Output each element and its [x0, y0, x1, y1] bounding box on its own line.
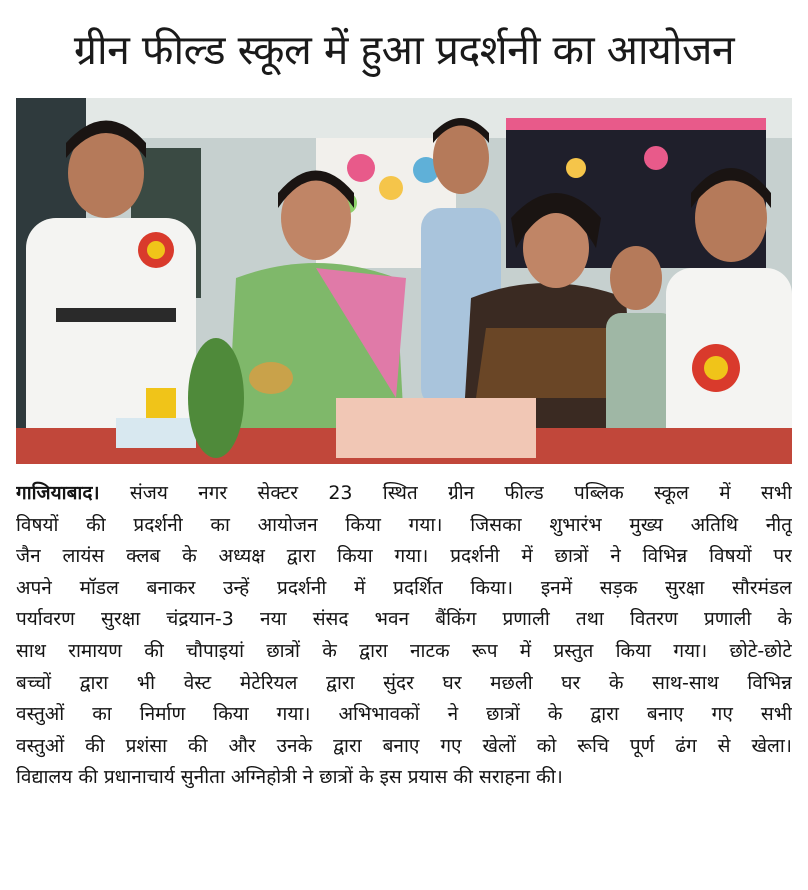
saree-pattern	[476, 328, 626, 398]
article-line	[16, 478, 792, 510]
paper-flower	[379, 176, 403, 200]
article-line: पर्यावरण सुरक्षा चंद्रयान-3 नया संसद भवन बैंकिंग प्रणाली तथा वितरण प्रणाली के	[16, 608, 792, 631]
student-left-belt	[56, 308, 176, 322]
article-line: साथ रामायण की चौपाइयां छात्रों के द्वारा नाटक रूप में प्रस्तुत किया गया। छोटे-छोटे	[16, 639, 792, 662]
article-line: विषयों की प्रदर्शनी का आयोजन किया गया। जिसका शुभारंभ मुख्य अतिथि नीतू	[16, 513, 792, 536]
potted-plant	[188, 338, 244, 458]
student-left-badge-center	[147, 241, 165, 259]
article-line: वस्तुओं का निर्माण किया गया। अभिभावकों ने छात्रों के द्वारा बनाए गए सभी	[16, 703, 792, 726]
dateline: गाजियाबाद।	[16, 482, 100, 504]
news-photo	[16, 98, 792, 464]
article-line: अपने मॉडल बनाकर उन्हें प्रदर्शनी में प्रदर्शित किया। इनमें सड़क सुरक्षा सौरमंडल	[16, 576, 792, 599]
article-body	[16, 478, 792, 794]
article-line: जैन लायंस क्लब के अध्यक्ष द्वारा किया गया। प्रदर्शनी में छात्रों ने विभिन्न विषयों पर	[16, 545, 792, 568]
teacher-face	[610, 246, 662, 310]
article-line-text: संजय नगर सेक्टर 23 स्थित ग्रीन फील्ड पब्लिक स्कूल में सभी	[99, 482, 792, 504]
board-border	[506, 118, 766, 130]
paper-star	[644, 146, 668, 170]
article-line: वस्तुओं की प्रशंसा की और उनके द्वारा बनाए गए खेलों को रूचि पूर्ण ढंग से खेला।	[16, 734, 792, 757]
article-line: विद्यालय की प्रधानाचार्य सुनीता अग्निहोत्री ने छात्रों के इस प्रयास की सराहना की।	[16, 766, 563, 789]
exhibition-photo-illustration	[16, 98, 792, 464]
article-line: बच्चों द्वारा भी वेस्ट मेटेरियल द्वारा सुंदर घर मछली घर के साथ-साथ विभिन्न	[16, 671, 792, 694]
student-right-badge-center	[704, 356, 728, 380]
paper-flower	[347, 154, 375, 182]
paper-star	[566, 158, 586, 178]
exhibit-box-model	[336, 398, 536, 458]
exhibit-model-in-hand	[249, 362, 293, 394]
headline: ग्रीन फील्ड स्कूल में हुआ प्रदर्शनी का आयोजन	[73, 26, 735, 74]
exhibit-small-model	[116, 418, 196, 448]
